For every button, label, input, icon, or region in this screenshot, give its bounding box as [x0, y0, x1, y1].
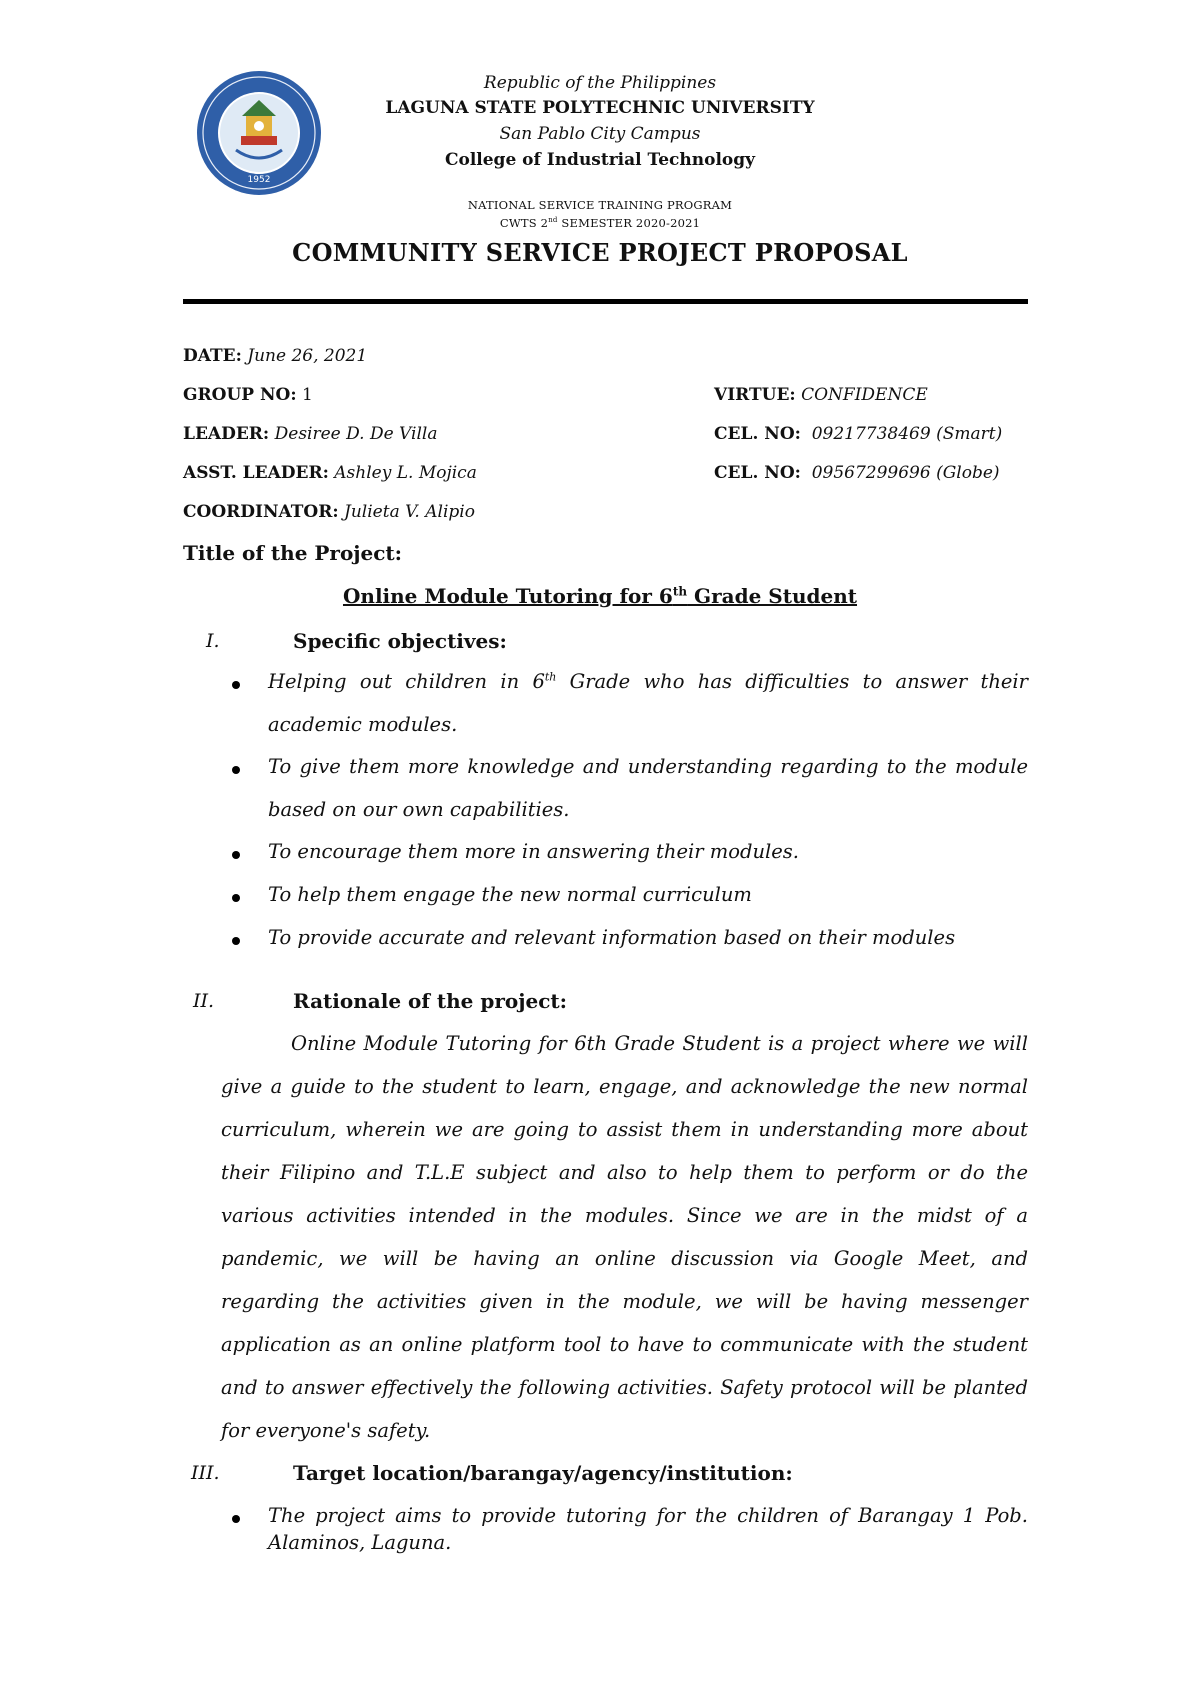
rationale-line: curriculum, wherein we are going to assist them in understanding more about — [221, 1118, 1028, 1141]
bullet-icon — [232, 894, 240, 902]
date-field: DATE: June 26, 2021 — [183, 346, 368, 366]
rationale-line: Online Module Tutoring for 6th Grade Student is a project where we will — [291, 1032, 1028, 1055]
asst-cel-field: CEL. NO: 09567299696 (Globe) — [714, 463, 1000, 483]
bullet-icon — [232, 766, 240, 774]
project-title-label: Title of the Project: — [183, 541, 403, 565]
section-2-heading: Rationale of the project: — [293, 989, 567, 1013]
objective-4: To help them engage the new normal curriculum — [268, 883, 752, 906]
rationale-line: regarding the activities given in the module, we will be having messenger — [221, 1290, 1028, 1313]
objective-5: To provide accurate and relevant information based on their modules — [268, 926, 956, 949]
bullet-icon — [232, 681, 240, 689]
objective-2-cont: based on our own capabilities. — [268, 798, 570, 821]
coordinator-field: COORDINATOR: Julieta V. Alipio — [183, 502, 475, 522]
target-location: The project aims to provide tutoring for the children of Barangay 1 Pob. — [268, 1504, 1028, 1527]
asst-leader-field: ASST. LEADER: Ashley L. Mojica — [183, 463, 477, 483]
rationale-line: for everyone's safety. — [221, 1419, 431, 1442]
objective-1: Helping out children in 6th Grade who has difficulties to answer their — [268, 670, 1028, 693]
objective-2: To give them more knowledge and understanding regarding to the module — [268, 755, 1028, 778]
virtue-field: VIRTUE: CONFIDENCE — [714, 385, 928, 405]
bullet-icon — [232, 937, 240, 945]
objective-3: To encourage them more in answering their modules. — [268, 840, 799, 863]
group-field: GROUP NO: 1 — [183, 385, 313, 405]
section-3-number: III. — [191, 1462, 220, 1484]
leader-cel-field: CEL. NO: 09217738469 (Smart) — [714, 424, 1003, 444]
section-2-number: II. — [193, 990, 215, 1012]
header-divider — [183, 299, 1028, 304]
program-name: NATIONAL SERVICE TRAINING PROGRAM — [467, 198, 733, 212]
rationale-line: give a guide to the student to learn, engage, and acknowledge the new normal — [221, 1075, 1028, 1098]
rationale-line: various activities intended in the modules. Since we are in the midst of a — [221, 1204, 1028, 1227]
project-title: Online Module Tutoring for 6th Grade Student — [342, 584, 858, 608]
rationale-line: and to answer effectively the following activities. Safety protocol will be planted — [221, 1376, 1028, 1399]
bullet-icon — [232, 1515, 240, 1523]
target-location-cont: Alaminos, Laguna. — [268, 1531, 452, 1554]
document-title: COMMUNITY SERVICE PROJECT PROPOSAL — [292, 238, 908, 267]
section-3-heading: Target location/barangay/agency/institution: — [293, 1461, 793, 1485]
objective-1-cont: academic modules. — [268, 713, 458, 736]
campus-name: San Pablo City Campus — [499, 124, 701, 144]
section-1-heading: Specific objectives: — [293, 629, 507, 653]
section-1-number: I. — [206, 630, 220, 652]
university-name: LAGUNA STATE POLYTECHNIC UNIVERSITY — [385, 98, 815, 118]
college-name: College of Industrial Technology — [444, 150, 756, 170]
republic-line: Republic of the Philippines — [483, 73, 717, 93]
leader-field: LEADER: Desiree D. De Villa — [183, 424, 438, 444]
rationale-line: pandemic, we will be having an online discussion via Google Meet, and — [221, 1247, 1028, 1270]
semester-line: CWTS 2nd SEMESTER 2020-2021 — [499, 216, 701, 230]
rationale-line: their Filipino and T.L.E subject and also to help them to perform or do the — [221, 1161, 1028, 1184]
bullet-icon — [232, 851, 240, 859]
rationale-line: application as an online platform tool to have to communicate with the student — [221, 1333, 1028, 1356]
svg-text:1952: 1952 — [247, 175, 271, 185]
